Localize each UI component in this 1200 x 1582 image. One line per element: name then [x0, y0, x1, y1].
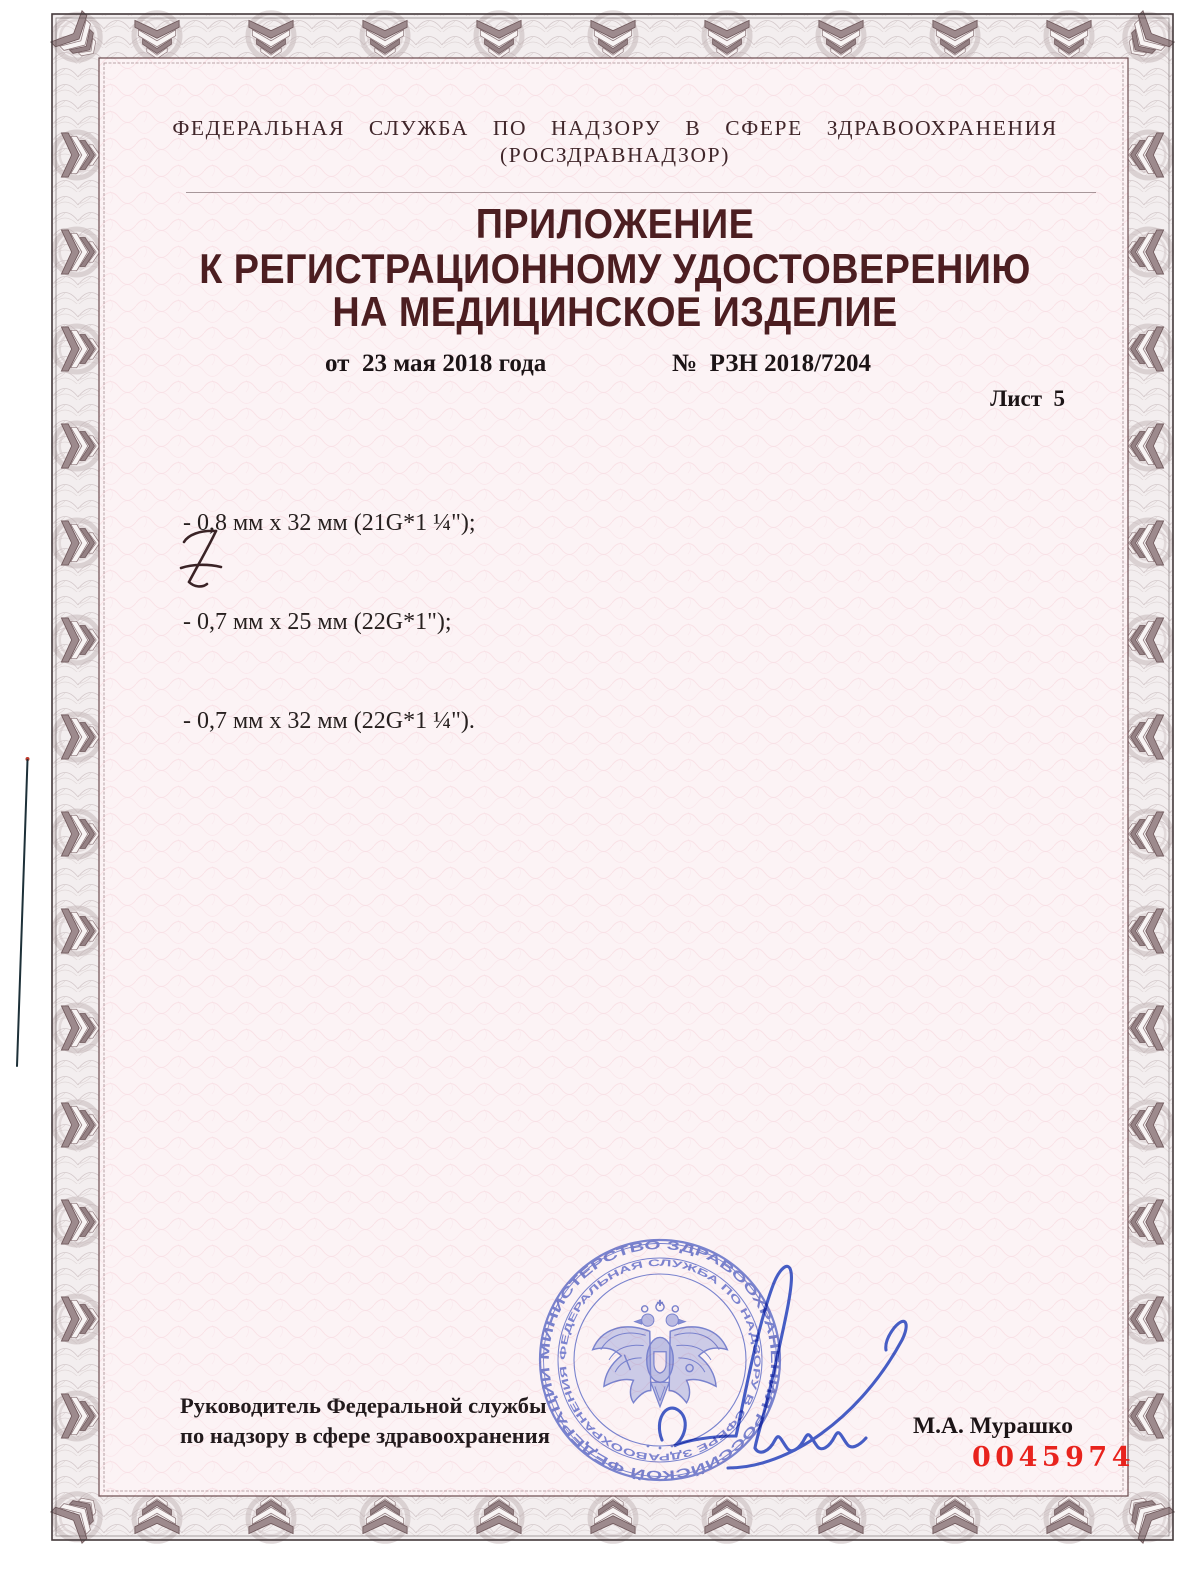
- form-serial-number: 0045974: [972, 1442, 1136, 1473]
- stamp-inner-text: ФЕДЕРАЛЬНАЯ СЛУЖБА ПО НАДЗОРУ В СФЕРЕ ЗДРАВООХРАНЕНИЯ: [557, 1257, 763, 1463]
- signatory-role: [180, 1391, 550, 1451]
- registration-number: № РЗН 2018/7204: [672, 350, 872, 377]
- signature: [628, 1240, 958, 1480]
- issue-date: от 23 мая 2018 года: [325, 350, 547, 377]
- spec-list: [183, 441, 476, 804]
- sheet-number: Лист 5: [990, 386, 1065, 411]
- stamp-outer-text: МИНИСТЕРСТВО ЗДРАВООХРАНЕНИЯ РОССИЙСКОЙ ФЕДЕРАЦИИ: [537, 1237, 783, 1483]
- header-divider: [186, 192, 1096, 193]
- doc-title-line-3: НА МЕДИЦИНСКОЕ ИЗДЕЛИЕ: [332, 288, 898, 335]
- spec-list-item: - 0,7 мм х 25 мм (22G*1");: [183, 609, 452, 635]
- signatory-role-line-2: по надзору в сфере здравоохранения: [180, 1423, 550, 1448]
- doc-title-line-2: К РЕГИСТРАЦИОННОМУ УДОСТОВЕРЕНИЮ: [199, 245, 1031, 292]
- signatory-role-line-1: Руководитель Федеральной службы: [180, 1393, 547, 1418]
- doc-title-line-1: ПРИЛОЖЕНИЕ: [475, 200, 755, 247]
- spec-list-item: - 0,8 мм х 32 мм (21G*1 ¼");: [183, 510, 476, 536]
- agency-abbr: (РОСЗДРАВНАДЗОР): [500, 143, 730, 167]
- stray-ink-line: [6, 748, 40, 1078]
- signatory-name: М.А. Мурашко: [913, 1413, 1074, 1439]
- spec-list-item: - 0,7 мм х 32 мм (22G*1 ¼").: [183, 708, 475, 734]
- handwritten-z-mark: [176, 524, 240, 604]
- agency-name: ФЕДЕРАЛЬНАЯ СЛУЖБА ПО НАДЗОРУ В СФЕРЕ ЗДРАВООХРАНЕНИЯ: [172, 116, 1058, 140]
